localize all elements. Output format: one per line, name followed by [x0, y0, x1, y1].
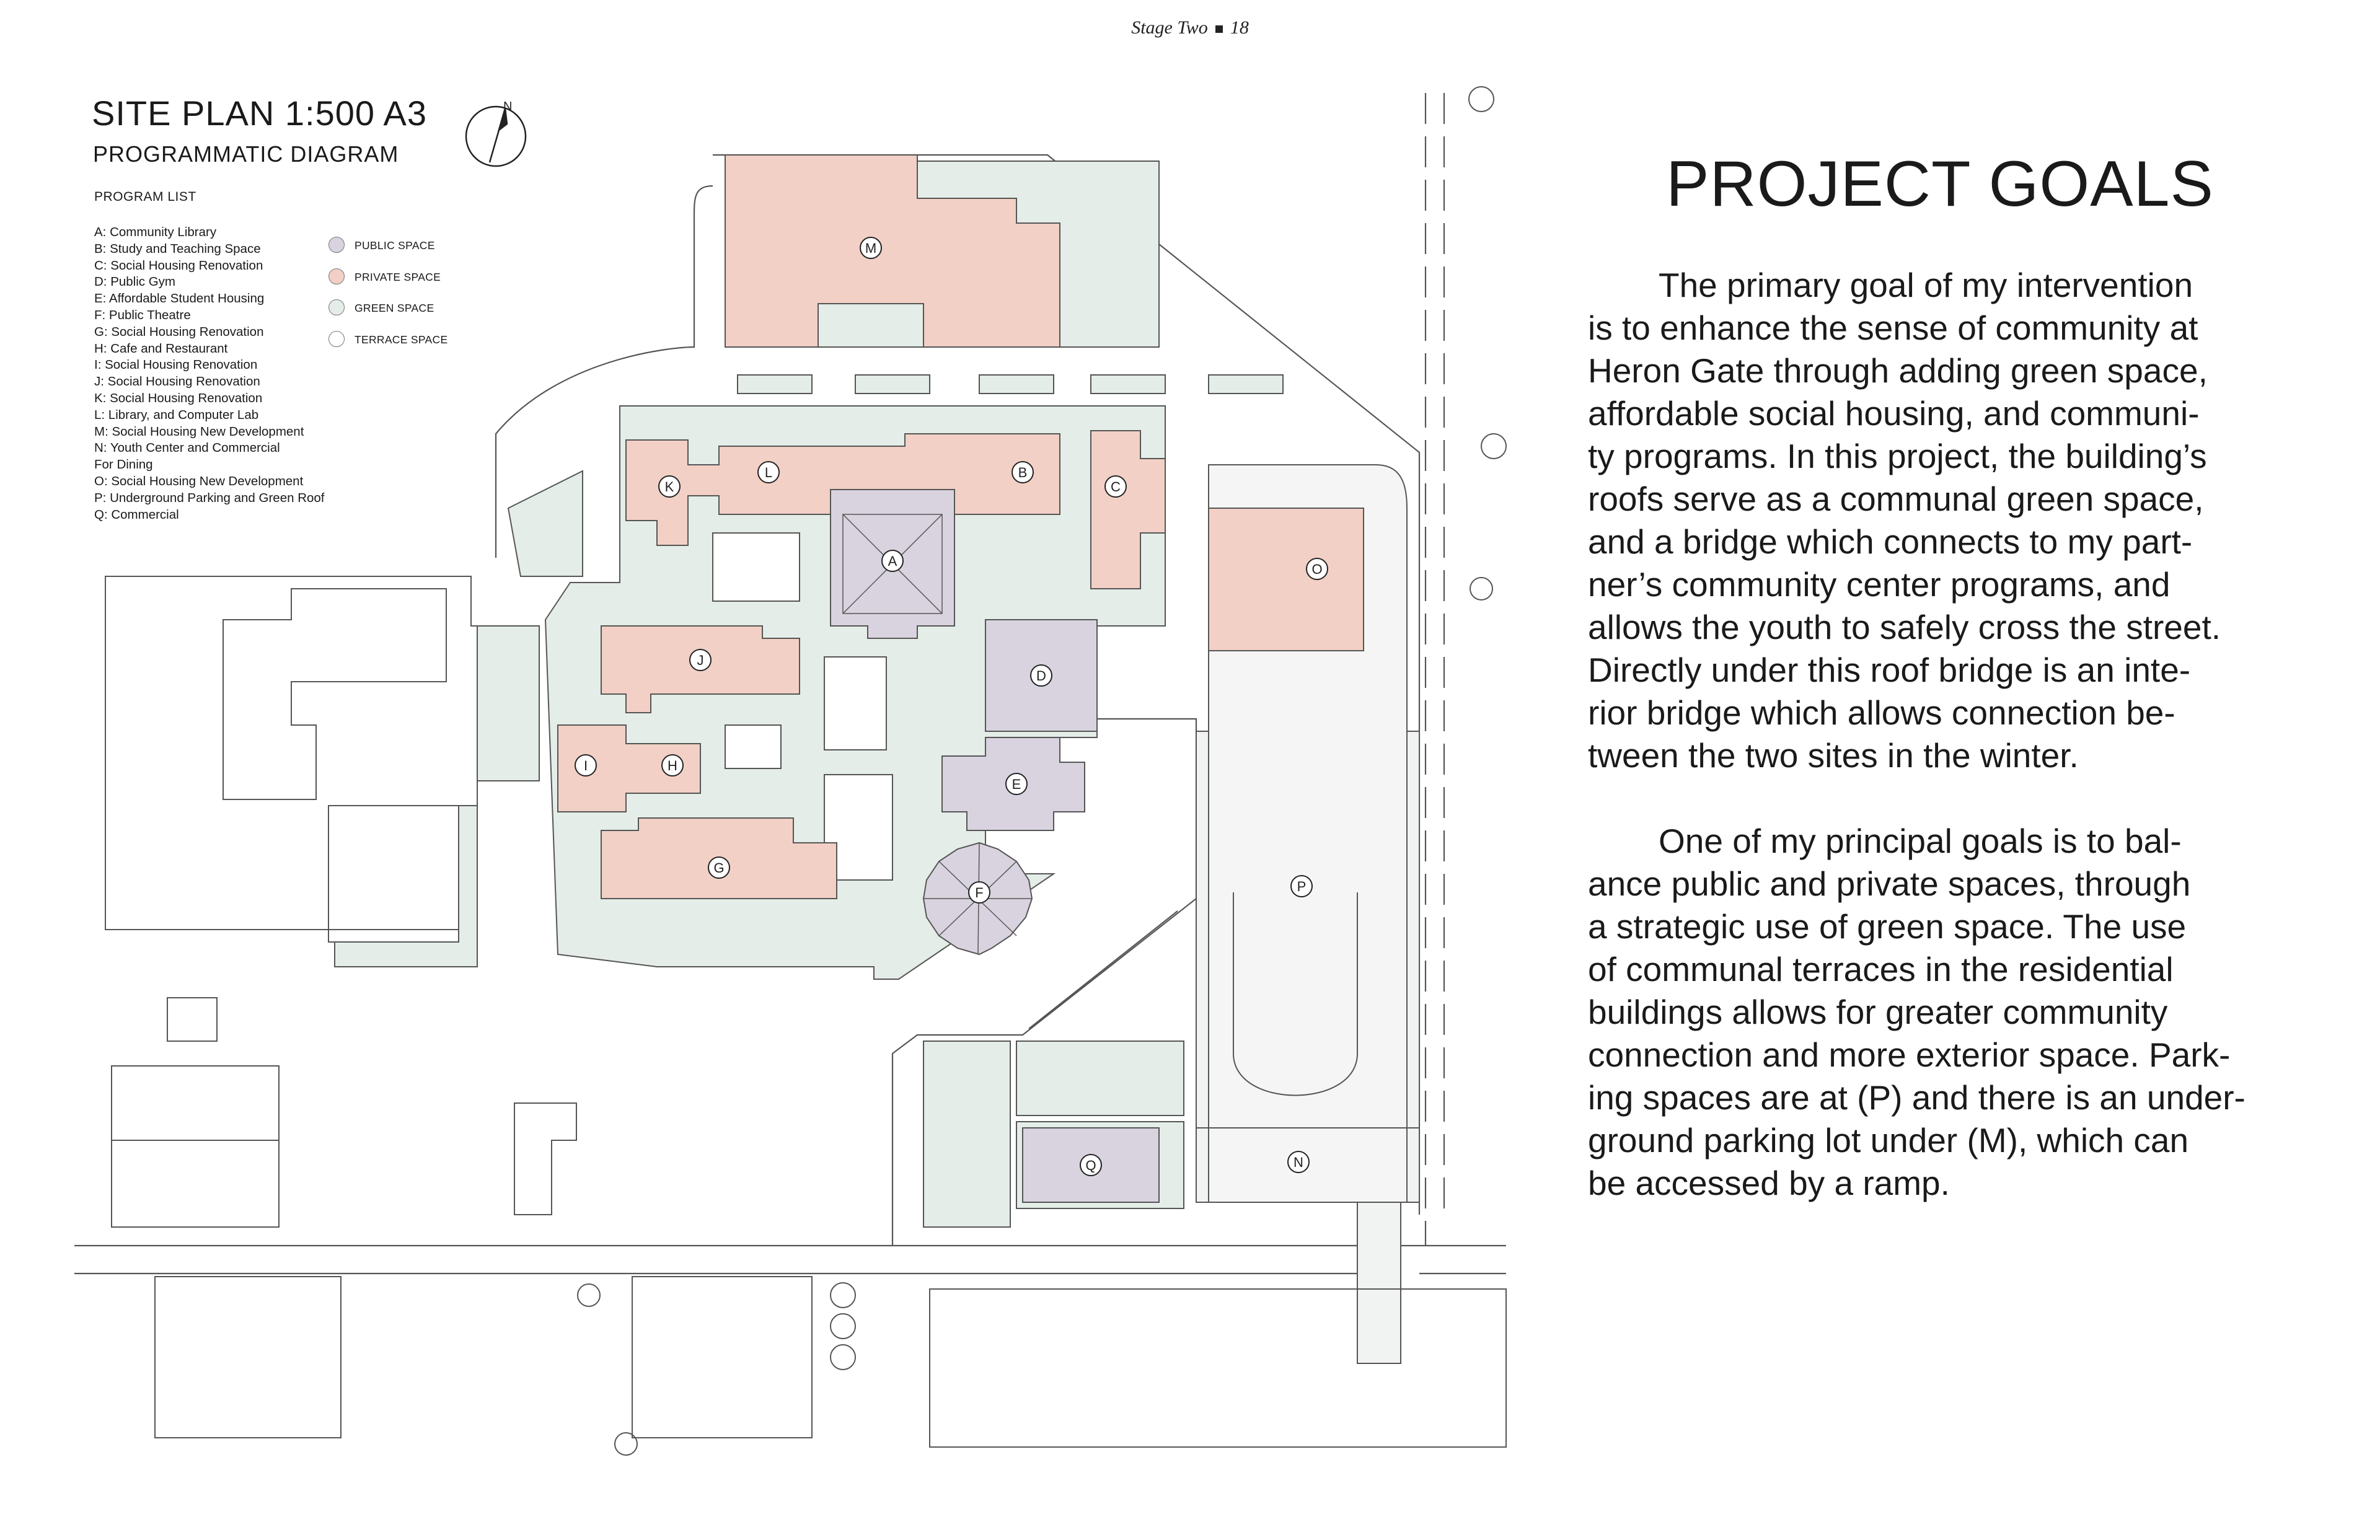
tree-6: [831, 1345, 855, 1370]
plaza-3: [725, 725, 781, 768]
program-list-item: H: Cafe and Restaurant: [94, 341, 228, 356]
marker-label-p: P: [1297, 879, 1307, 894]
tree-3: [1470, 578, 1492, 600]
plan-subtitle: PROGRAMMATIC DIAGRAM: [93, 141, 399, 167]
program-list-item: K: Social Housing Renovation: [94, 390, 263, 405]
program-list-item: C: Social Housing Renovation: [94, 258, 263, 273]
north-label: N: [503, 100, 513, 113]
green-strip-3: [979, 375, 1054, 394]
road-outline-east: [1426, 93, 1444, 1246]
tree-1: [1469, 87, 1494, 112]
green-strip-4: [1091, 375, 1165, 394]
goals-line: a strategic use of green space. The use: [1588, 907, 2187, 946]
marker-label-d: D: [1036, 668, 1046, 684]
legend-label: PUBLIC SPACE: [355, 239, 435, 252]
context-sw-2: [112, 1140, 279, 1227]
goals-body: [1588, 264, 2270, 1247]
tree-4: [831, 1283, 855, 1308]
green-strip-5: [1209, 375, 1283, 394]
tree-2: [1481, 434, 1506, 459]
road-outline-south: [74, 1246, 1506, 1274]
program-list-item: I: Social Housing Renovation: [94, 358, 258, 372]
context-west-1: [223, 589, 446, 799]
marker-label-e: E: [1011, 777, 1021, 792]
legend-label: PRIVATE SPACE: [355, 270, 441, 283]
goals-line: The primary goal of my intervention: [1659, 266, 2193, 304]
goals-line: ner’s community center programs, and: [1588, 565, 2171, 604]
goals-line: connection and more exterior space. Park-: [1588, 1036, 2231, 1074]
program-list-item: N: Youth Center and Commercial: [94, 441, 280, 455]
tree-8: [615, 1433, 637, 1455]
context-south-2: [632, 1277, 812, 1438]
bridge-walkway: [1357, 1202, 1401, 1363]
goals-line: ground parking lot under (M), which can: [1588, 1121, 2189, 1159]
context-sw-3: [167, 998, 217, 1041]
program-list-item: J: Social Housing Renovation: [94, 374, 260, 389]
goals-line: Heron Gate through adding green space,: [1588, 351, 2208, 390]
marker-label-a: A: [888, 553, 897, 569]
marker-label-m: M: [865, 240, 877, 256]
goals-line: tween the two sites in the winter.: [1588, 736, 2079, 775]
marker-label-l: L: [764, 465, 773, 480]
program-list-item: For Dining: [94, 457, 153, 472]
green-south-2: [1016, 1041, 1184, 1115]
page-number: 18: [1230, 17, 1249, 38]
goals-line: be accessed by a ramp.: [1588, 1164, 1950, 1202]
goals-line: buildings allows for greater community: [1588, 993, 2168, 1031]
marker-label-q: Q: [1085, 1158, 1096, 1173]
building-o: [1209, 508, 1364, 651]
section-name: Stage Two: [1131, 17, 1208, 38]
legend-swatch: [328, 299, 345, 315]
marker-label-j: J: [697, 653, 704, 668]
goals-line: affordable social housing, and communi-: [1588, 394, 2200, 433]
legend-swatch: [328, 268, 345, 284]
tree-5: [831, 1314, 855, 1339]
green-strip-1: [738, 375, 812, 394]
context-sw-1: [112, 1066, 279, 1140]
green-small-west: [508, 471, 583, 576]
legend-swatch: [328, 237, 345, 253]
marker-label-c: C: [1111, 479, 1121, 495]
green-west-2: [477, 626, 539, 781]
context-south-1: [514, 1103, 576, 1215]
goals-line: ty programs. In this project, the building’s: [1588, 437, 2207, 475]
program-list-item: L: Library, and Computer Lab: [94, 407, 259, 422]
goals-line: allows the youth to safely cross the street.: [1588, 608, 2221, 646]
goals-line: of communal terraces in the residential: [1588, 950, 2174, 988]
program-list-heading: PROGRAM LIST: [94, 190, 196, 204]
marker-label-o: O: [1311, 561, 1323, 577]
marker-label-g: G: [713, 860, 725, 876]
green-south-1: [923, 1041, 1010, 1227]
marker-label-h: H: [668, 758, 677, 773]
context-south-3: [155, 1277, 341, 1438]
program-list-item: B: Study and Teaching Space: [94, 241, 261, 256]
program-list-item: P: Underground Parking and Green Roof: [94, 490, 325, 505]
goals-line: is to enhance the sense of community at: [1588, 309, 2198, 347]
goals-line: and a bridge which connects to my part-: [1588, 522, 2193, 561]
goals-line: ance public and private spaces, through: [1588, 865, 2191, 903]
legend-swatch: [328, 331, 345, 347]
program-list: [94, 224, 325, 523]
plan-title: SITE PLAN 1:500 A3: [92, 94, 427, 133]
program-list-item: M: Social Housing New Development: [94, 424, 304, 439]
program-list-item: O: Social Housing New Development: [94, 473, 304, 488]
legend-label: TERRACE SPACE: [355, 333, 448, 346]
context-west-2: [328, 806, 459, 942]
goals-line: rior bridge which allows connection be-: [1588, 693, 2175, 732]
tree-7: [578, 1284, 600, 1306]
goals-title: PROJECT GOALS: [1666, 148, 2214, 220]
context-south-4: [930, 1289, 1506, 1447]
goals-paragraph: [1588, 264, 2270, 777]
marker-label-i: I: [583, 758, 588, 773]
goals-line: ing spaces are at (P) and there is an under-: [1588, 1078, 2246, 1117]
plaza-1: [713, 533, 800, 601]
marker-label-k: K: [664, 479, 674, 495]
program-list-item: A: Community Library: [94, 225, 217, 239]
marker-label-f: F: [975, 885, 984, 900]
plaza-2: [824, 657, 886, 750]
marker-label-b: B: [1018, 465, 1028, 480]
goals-line: roofs serve as a communal green space,: [1588, 480, 2204, 518]
program-list-item: Q: Commercial: [94, 507, 179, 522]
program-list-item: D: Public Gym: [94, 275, 175, 289]
marker-label-n: N: [1294, 1155, 1303, 1170]
goals-paragraph: [1588, 820, 2270, 1205]
goals-line: Directly under this roof bridge is an inte-: [1588, 651, 2191, 689]
program-list-item: E: Affordable Student Housing: [94, 291, 265, 306]
goals-line: One of my principal goals is to bal-: [1659, 822, 2182, 860]
legend-label: GREEN SPACE: [355, 302, 434, 314]
north-arrow: [466, 107, 526, 166]
green-strip-2: [855, 375, 930, 394]
program-list-item: F: Public Theatre: [94, 307, 191, 322]
program-list-item: G: Social Housing Renovation: [94, 324, 264, 339]
